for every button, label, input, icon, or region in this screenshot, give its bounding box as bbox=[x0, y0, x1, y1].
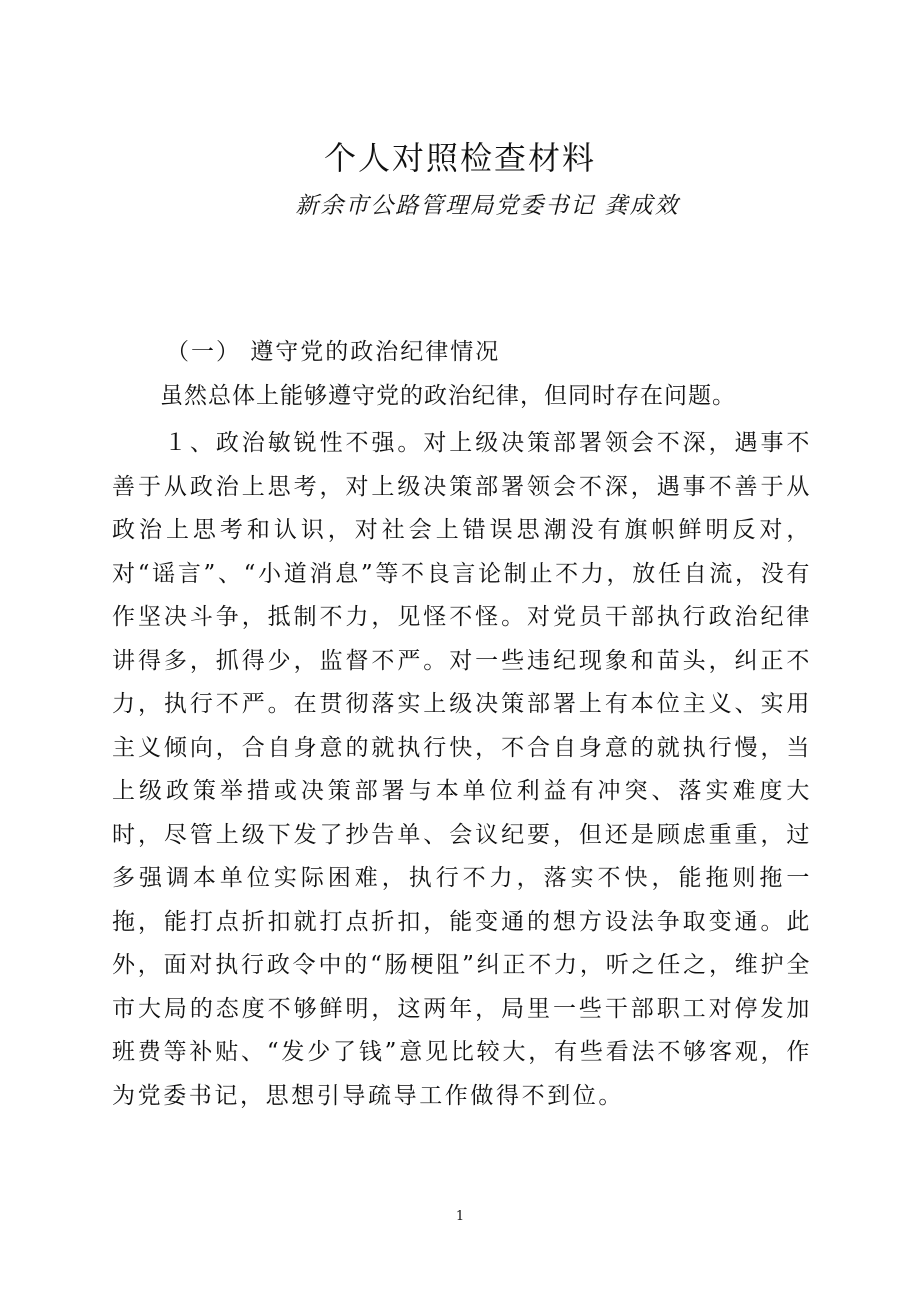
document-title: 个人对照检查材料 bbox=[323, 139, 596, 177]
section-heading: （一） 遵守党的政治纪律情况 bbox=[166, 339, 501, 365]
body-paragraph: １、政治敏锐性不强。对上级决策部署领会不深，遇事不善于从政治上思考，对上级决策部署领会不深，遇事不善于从政治上思考和认识，对社会上错误思潮没有旗帜鲜明反对，对“谣言”、“小道消息”等不良言论制止不力，放任自流，没有作坚决斗争，抵制不力，见怪不怪。对党员干部执行政治纪律讲得多，抓得少，监督不严。对一些违纪现象和苗头，纠正不力，执行不严。在贯彻落实上级决策部署上有本位主义、实用主义倾向，合自身意的就执行快，不合自身意的就执行慢，当上级政策举措或决策部署与本单位利益有冲突、落实难度大时，尽管上级下发了抄告单、会议纪要，但还是顾虑重重，过多强调本单位实际困难，执行不力，落实不快，能拖则拖一拖，能打点折扣就打点折扣，能变通的想方设法争取变通。此外，面对执行政令中的“肠梗阻”纠正不力，听之任之，维护全市大局的态度不够鲜明，这两年，局里一些干部职工对停发加班费等补贴、“发少了钱”意见比较大，有些看法不够客观，作为党委书记，思想引导疏导工作做得不到位。 bbox=[112, 430, 812, 1109]
intro-sentence: 虽然总体上能够遵守党的政治纪律，但同时存在问题。 bbox=[160, 383, 736, 409]
author-line: 新余市公路管理局党委书记 龚成效 bbox=[295, 193, 680, 219]
page-number: 1 bbox=[455, 1209, 465, 1224]
